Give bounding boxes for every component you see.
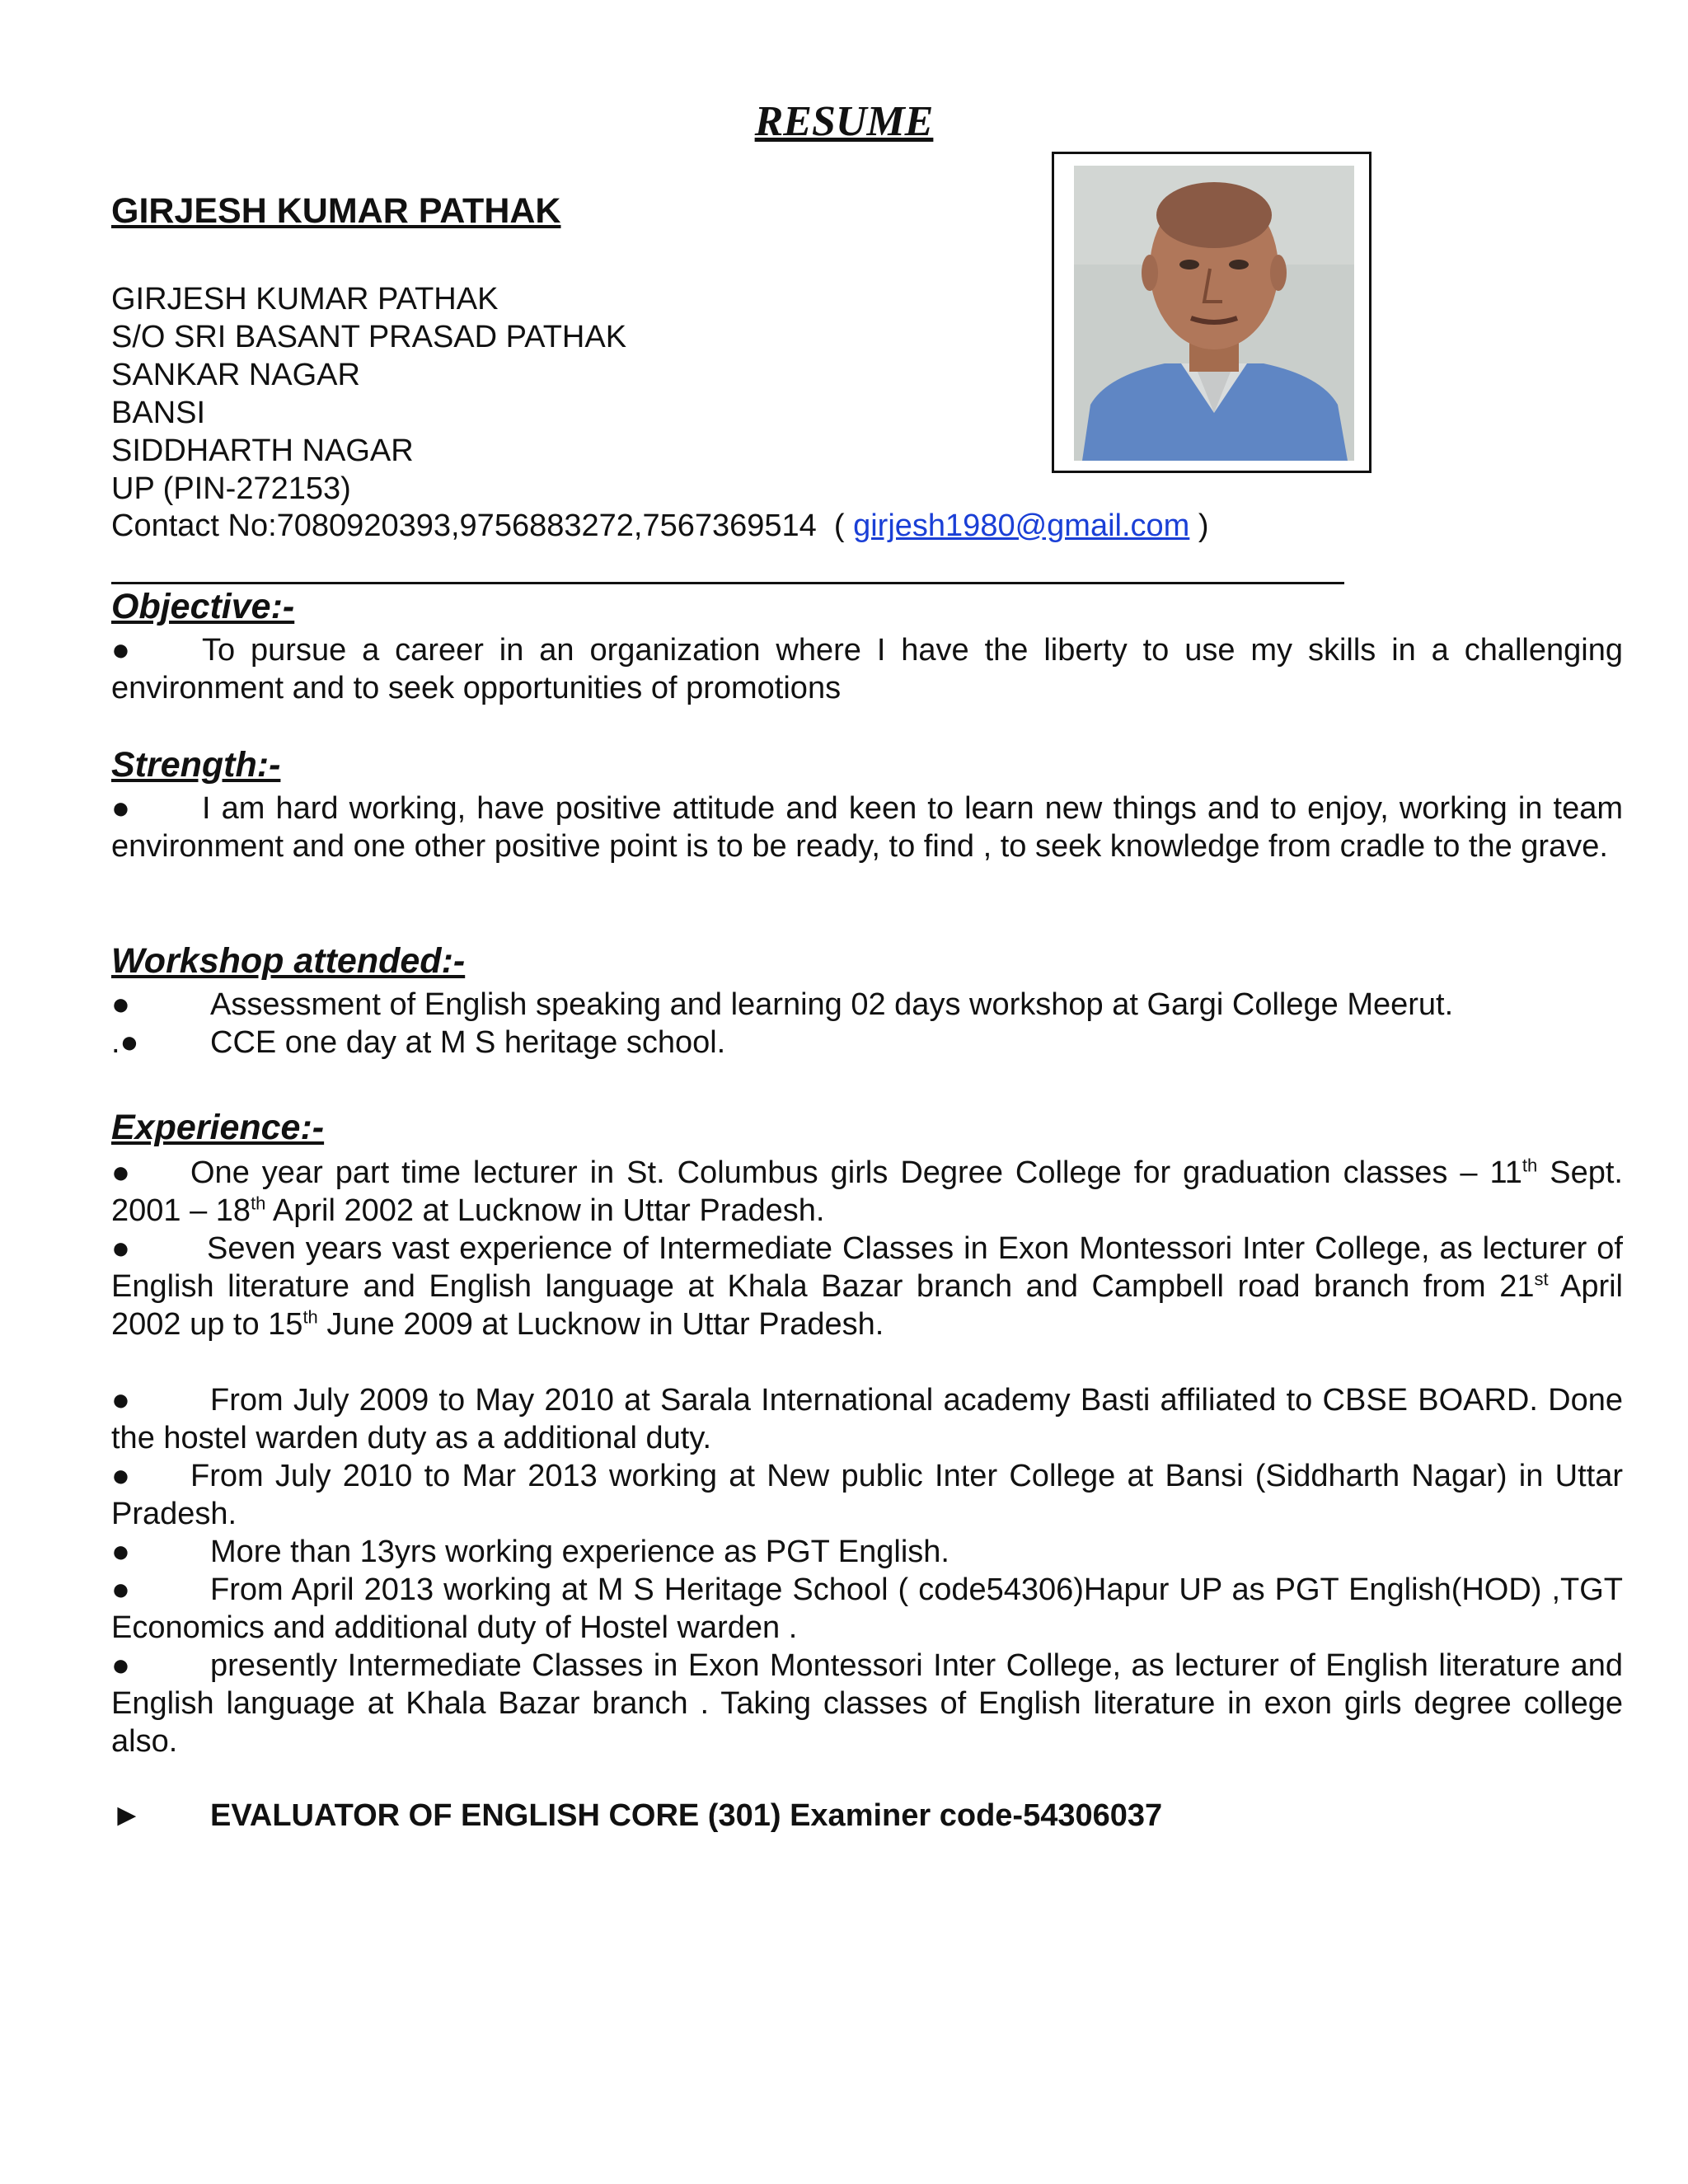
experience-text: From July 2009 to May 2010 at Sarala International academy Basti affiliated to CBSE BOARD. Done the hostel warden duty as a additional duty. <box>111 1383 1623 1455</box>
experience-text: From July 2010 to Mar 2013 working at New public Inter College at Bansi (Siddharth Nagar) in Uttar Pradesh. <box>111 1459 1623 1531</box>
strength-text <box>111 790 1623 865</box>
bullet-icon: ● <box>111 1572 130 1607</box>
experience-text: April 2002 at Lucknow in Uttar Pradesh. <box>265 1193 825 1228</box>
bullet-icon: ● <box>111 1459 130 1493</box>
contact-line <box>111 509 1209 544</box>
profile-photo <box>1074 166 1354 461</box>
experience-item <box>111 1230 1623 1343</box>
contact-close: ) <box>1189 509 1209 543</box>
superscript: st <box>1534 1268 1549 1290</box>
workshop-item <box>111 1025 725 1061</box>
workshop-item-text: CCE one day at M S heritage school. <box>210 1025 726 1060</box>
workshop-item-text: Assessment of English speaking and learning 02 days workshop at Gargi College Meerut. <box>210 987 1454 1022</box>
objective-text <box>111 631 1623 707</box>
experience-item <box>111 1381 1623 1457</box>
strength-heading: Strength:- <box>111 745 281 785</box>
bullet-icon: ● <box>111 1231 130 1266</box>
experience-text: Sept. 2001 – 18 <box>111 1155 1623 1228</box>
contact-numbers: Contact No:7080920393,9756883272,7567369514 ( <box>111 509 854 543</box>
address-line: GIRJESH KUMAR PATHAK <box>111 282 499 316</box>
experience-text: From April 2013 working at M S Heritage School ( code54306)Hapur UP as PGT English(HOD) ,TGT Economics and additional duty of Hostel warden . <box>111 1572 1623 1645</box>
experience-item <box>111 1533 1623 1571</box>
superscript: th <box>251 1193 266 1214</box>
name-heading: GIRJESH KUMAR PATHAK <box>111 191 561 231</box>
arrow-icon: ► <box>111 1798 143 1833</box>
experience-text: More than 13yrs working experience as PGT English. <box>210 1535 950 1569</box>
strength-body: I am hard working, have positive attitude and keen to learn new things and to enjoy, working in team environment and one other positive point is to be ready, to find , to seek knowledge from cradle to the grave. <box>111 791 1623 864</box>
superscript: th <box>302 1306 318 1328</box>
experience-text: April 2002 up to 15 <box>111 1269 1624 1342</box>
workshop-heading: Workshop attended:- <box>111 941 466 981</box>
bullet-icon: ● <box>111 1383 130 1418</box>
evaluator-line <box>111 1798 1162 1834</box>
address-line: BANSI <box>111 396 206 430</box>
superscript: th <box>1522 1155 1538 1176</box>
experience-text: Seven years vast experience of Intermediate Classes in Exon Montessori Inter College, as lecturer of English literature and English language at Khala Bazar branch and Campbell road branch from 21 <box>111 1231 1623 1304</box>
page-title: RESUME <box>754 98 934 145</box>
experience-item <box>111 1571 1623 1647</box>
email-link[interactable]: girjesh1980@gmail.com <box>853 509 1190 543</box>
bullet-icon: ● <box>111 1648 130 1683</box>
address-line: UP (PIN-272153) <box>111 471 351 506</box>
bullet-icon: ● <box>111 987 130 1022</box>
experience-text: presently Intermediate Classes in Exon Montessori Inter College, as lecturer of English literature and English language at Khala Bazar branch . Taking classes of English literature in exon girls degree college also. <box>111 1648 1623 1759</box>
experience-item <box>111 1154 1623 1230</box>
experience-item <box>111 1457 1623 1533</box>
workshop-item <box>111 987 1453 1023</box>
experience-text: June 2009 at Lucknow in Uttar Pradesh. <box>317 1307 884 1342</box>
address-line: SIDDHARTH NAGAR <box>111 434 414 468</box>
experience-heading: Experience:- <box>111 1108 325 1147</box>
experience-text: One year part time lecturer in St. Columbus girls Degree College for graduation classes – 11 <box>190 1155 1522 1190</box>
bullet-icon: ● <box>111 1155 130 1190</box>
divider <box>111 582 1344 584</box>
bullet-icon: ● <box>111 791 130 826</box>
objective-body: To pursue a career in an organization where I have the liberty to use my skills in a challenging environment and to seek opportunities of promotions <box>111 633 1623 705</box>
evaluator-text: EVALUATOR OF ENGLISH CORE (301) Examiner code-54306037 <box>210 1798 1163 1833</box>
objective-heading: Objective:- <box>111 587 295 626</box>
profile-photo-frame <box>1052 152 1372 473</box>
portrait-image <box>1074 166 1354 461</box>
bullet-icon: ● <box>111 1535 130 1569</box>
address-line: S/O SRI BASANT PRASAD PATHAK <box>111 320 627 354</box>
address-line: SANKAR NAGAR <box>111 358 360 392</box>
bullet-icon: ● <box>111 633 130 668</box>
bullet-icon: .● <box>111 1025 139 1060</box>
address-block <box>111 280 626 508</box>
experience-item <box>111 1647 1623 1760</box>
